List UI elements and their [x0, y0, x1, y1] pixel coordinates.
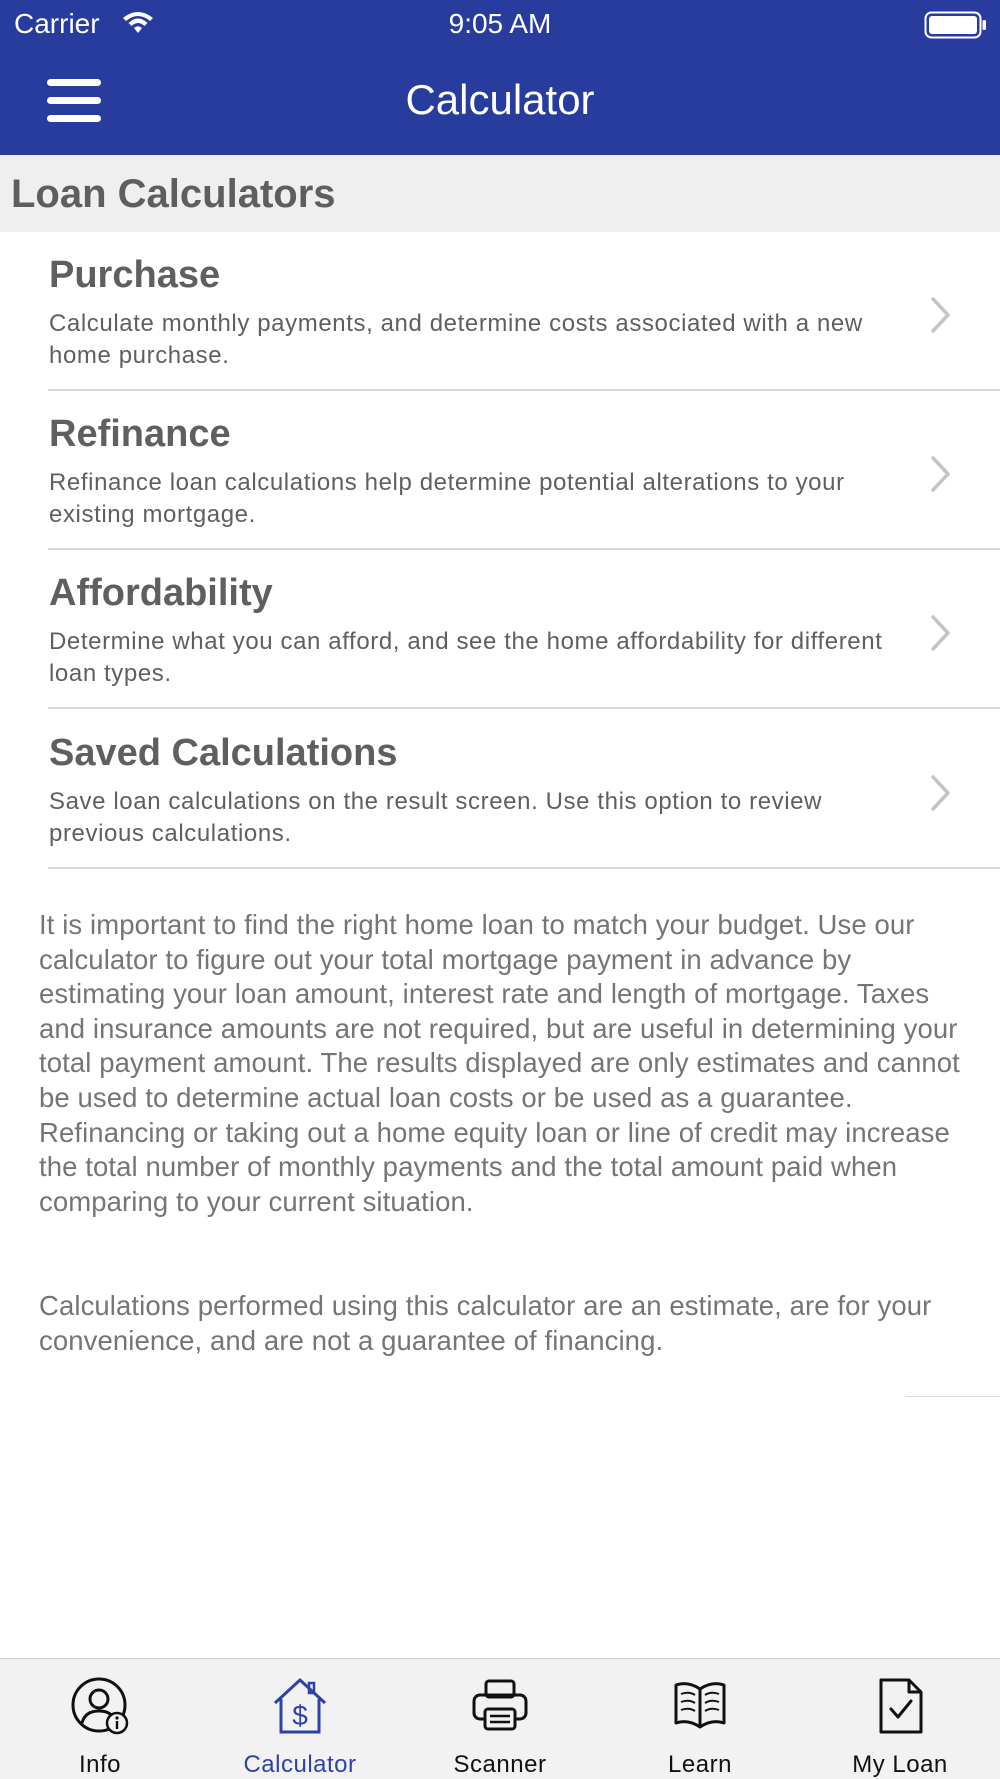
chevron-right-icon [929, 295, 953, 335]
item-description: Determine what you can afford, and see the home affordability for different loan types. [49, 628, 883, 687]
printer-icon [471, 1677, 529, 1735]
disclaimer-paragraph: Calculations performed using this calculator are an estimate, are for your convenience, and are not a guarantee of financing. [39, 1290, 932, 1356]
item-description: Refinance loan calculations help determine potential alterations to your existing mortgage. [49, 469, 845, 528]
list-item-affordability[interactable] [0, 550, 1000, 709]
tab-label: Learn [668, 1751, 732, 1778]
tab-bar [0, 1658, 1000, 1779]
list-item-purchase[interactable] [0, 232, 1000, 391]
divider [906, 1396, 1000, 1397]
svg-text:$: $ [292, 1700, 308, 1731]
tab-my-loan[interactable] [800, 1659, 1000, 1779]
tab-label: Scanner [453, 1751, 547, 1778]
section-title: Loan Calculators [11, 172, 336, 216]
section-header [0, 155, 1000, 232]
user-info-icon [71, 1677, 129, 1735]
battery-icon [924, 11, 988, 39]
tab-info[interactable] [0, 1659, 200, 1779]
item-title: Affordability [49, 572, 273, 614]
carrier-label: Carrier [14, 8, 100, 39]
item-title: Refinance [49, 413, 231, 455]
item-description: Calculate monthly payments, and determine costs associated with a new home purchase. [49, 310, 863, 369]
house-dollar-icon [271, 1677, 329, 1735]
item-title: Purchase [49, 254, 221, 296]
divider [48, 867, 1000, 869]
tab-scanner[interactable] [400, 1659, 600, 1779]
tab-calculator[interactable] [200, 1659, 400, 1779]
book-icon [671, 1677, 729, 1735]
status-time: 9:05 AM [448, 8, 552, 39]
tab-label: Info [78, 1751, 122, 1778]
list-item-saved-calculations[interactable] [0, 710, 1000, 869]
item-title: Saved Calculations [49, 732, 398, 774]
chevron-right-icon [929, 613, 953, 653]
chevron-right-icon [929, 454, 953, 494]
info-paragraph: It is important to find the right home loan to match your budget. Use our calculator to figure out your total mortgage payment in advance by estimating your loan amount, interest rate and length of mortgage. Taxes and insurance amounts are not required, but are useful in determining your total payment amount. The results displayed are only estimates and cannot be used to determine actual loan costs or be used as a guarantee. Refinancing or taking out a home equity loan or line of credit may increase the total number of monthly payments and the total amount paid when comparing to your current situation. [39, 909, 960, 1217]
document-check-icon [871, 1677, 929, 1735]
page-title: Calculator [405, 76, 595, 123]
list-item-refinance[interactable] [0, 391, 1000, 550]
item-description: Save loan calculations on the result screen. Use this option to review previous calculations. [49, 788, 823, 847]
tab-label: My Loan [852, 1751, 948, 1778]
divider [48, 707, 1000, 709]
status-bar [0, 0, 1000, 50]
tab-label: Calculator [243, 1751, 357, 1778]
tab-learn[interactable] [600, 1659, 800, 1779]
header [0, 0, 1000, 155]
chevron-right-icon [929, 773, 953, 813]
